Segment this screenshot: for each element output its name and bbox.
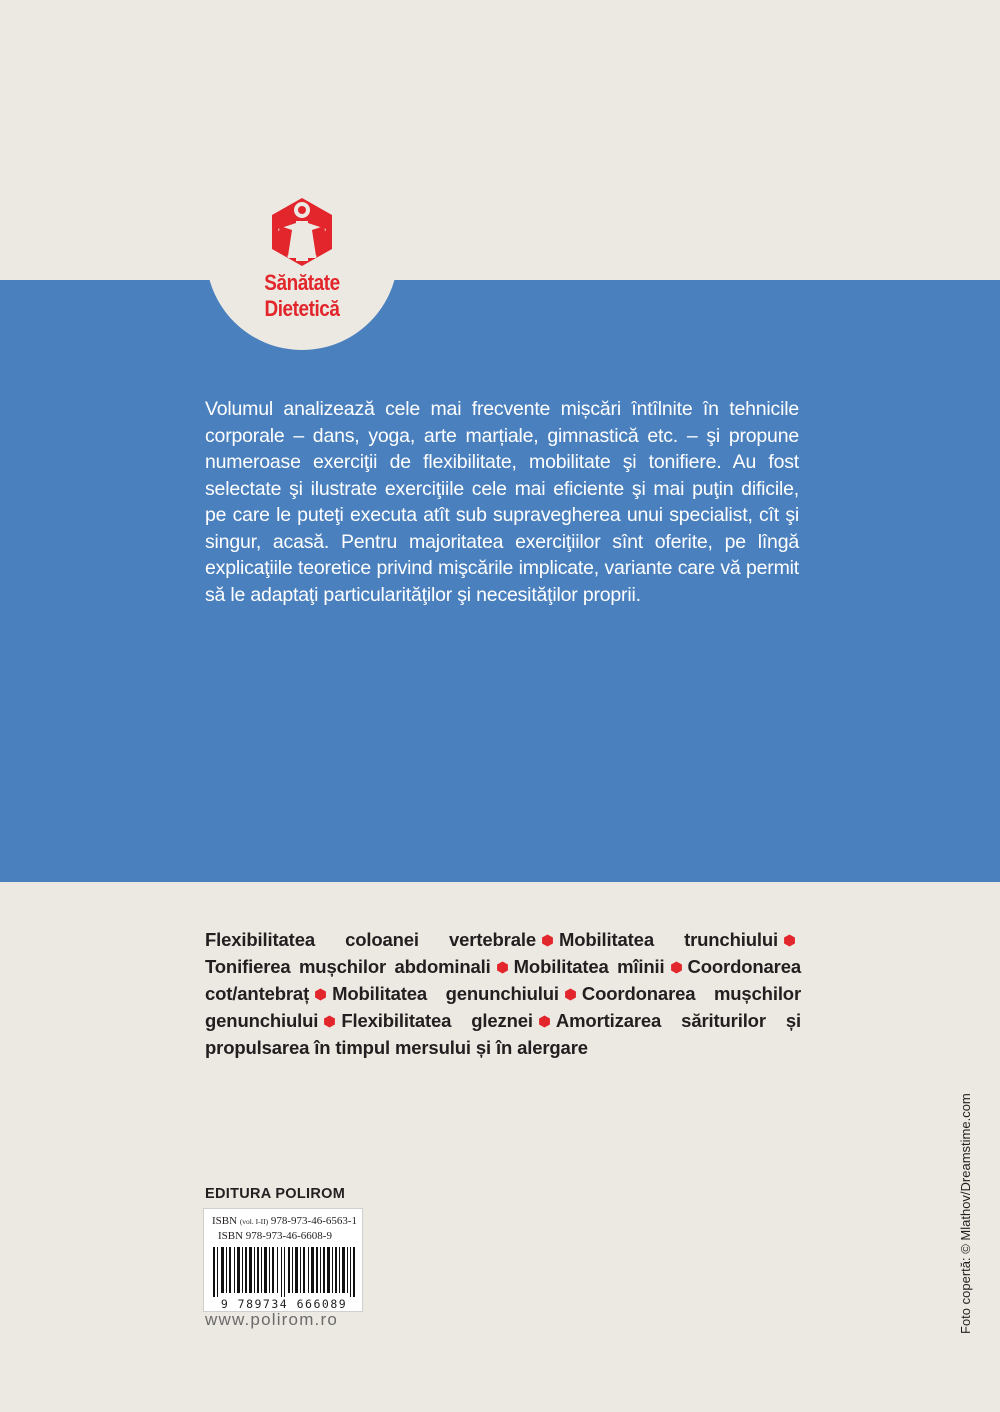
publisher-website: www.polirom.ro	[205, 1310, 338, 1329]
topic-item: Coordonarea cot/antebraț	[205, 956, 801, 1004]
series-name	[237, 270, 368, 322]
barcode-digits: 9 789734 666089	[220, 1297, 348, 1311]
topic-item: Mobilitatea trunchiului	[558, 929, 778, 950]
topics-list	[205, 926, 801, 1061]
barcode-icon	[213, 1247, 355, 1297]
topic-item: Amortizarea săriturilor și propulsarea în timpul mersului și în alergare	[205, 1010, 801, 1058]
red-hexagon-bullet-icon	[323, 1015, 336, 1028]
topic-item: Mobilitatea mîinii	[513, 956, 665, 977]
photo-credit: Foto copertă: © Mlathov/Dreamstime.com	[958, 1093, 973, 1334]
topic-item: Coordonarea mușchilor genunchiului	[205, 983, 802, 1031]
series-name-line2: Dietetică	[264, 296, 340, 321]
isbn-number-set: 978-973-46-6563-1	[270, 1215, 358, 1227]
red-hexagon-bullet-icon	[564, 988, 577, 1001]
polirom-hexagon-figure-icon	[266, 196, 338, 268]
red-hexagon-bullet-icon	[314, 988, 327, 1001]
red-hexagon-bullet-icon	[496, 961, 509, 974]
isbn-prefix: ISBN	[212, 1215, 238, 1227]
publisher-name: EDITURA POLIROM	[205, 1186, 346, 1202]
topic-item: Flexibilitatea gleznei	[341, 1010, 533, 1031]
isbn-line-2: ISBN 978-973-46-6608-9	[218, 1230, 332, 1242]
series-name-line1: Sănătate	[264, 270, 340, 295]
red-hexagon-bullet-icon	[670, 961, 683, 974]
red-hexagon-bullet-icon	[783, 934, 796, 947]
isbn-volume-note: (vol. I-II)	[239, 1217, 269, 1226]
topic-item: Tonifierea mușchilor abdominali	[205, 956, 491, 977]
book-description: Volumul analizează cele mai frecvente mișcări întîlnite în tehnicile corporale – dans, yoga, arte marțiale, gimnastică etc. – şi propune numeroase exerciţii de flexibilitate, mobilitate şi tonifiere. Au fost selectate şi ilustrate exerciţiile cele mai eficiente şi mai puţin dificile, pe care le puteţi executa atît sub supravegherea unui specialist, cît şi singur, acasă. Pentru majoritatea exerciţiilor sînt oferite, pe lîngă explicaţiile teoretice privind mişcările implicate, variante care vă permit să le adaptaţi particularităţilor şi necesităţilor proprii.	[205, 398, 799, 606]
red-hexagon-bullet-icon	[538, 1015, 551, 1028]
isbn-line-1	[212, 1215, 357, 1227]
isbn-box	[203, 1208, 363, 1312]
topic-item: Mobilitatea genunchiului	[332, 983, 559, 1004]
red-hexagon-bullet-icon	[541, 934, 554, 947]
topic-item: Flexibilitatea coloanei vertebrale	[205, 929, 536, 950]
